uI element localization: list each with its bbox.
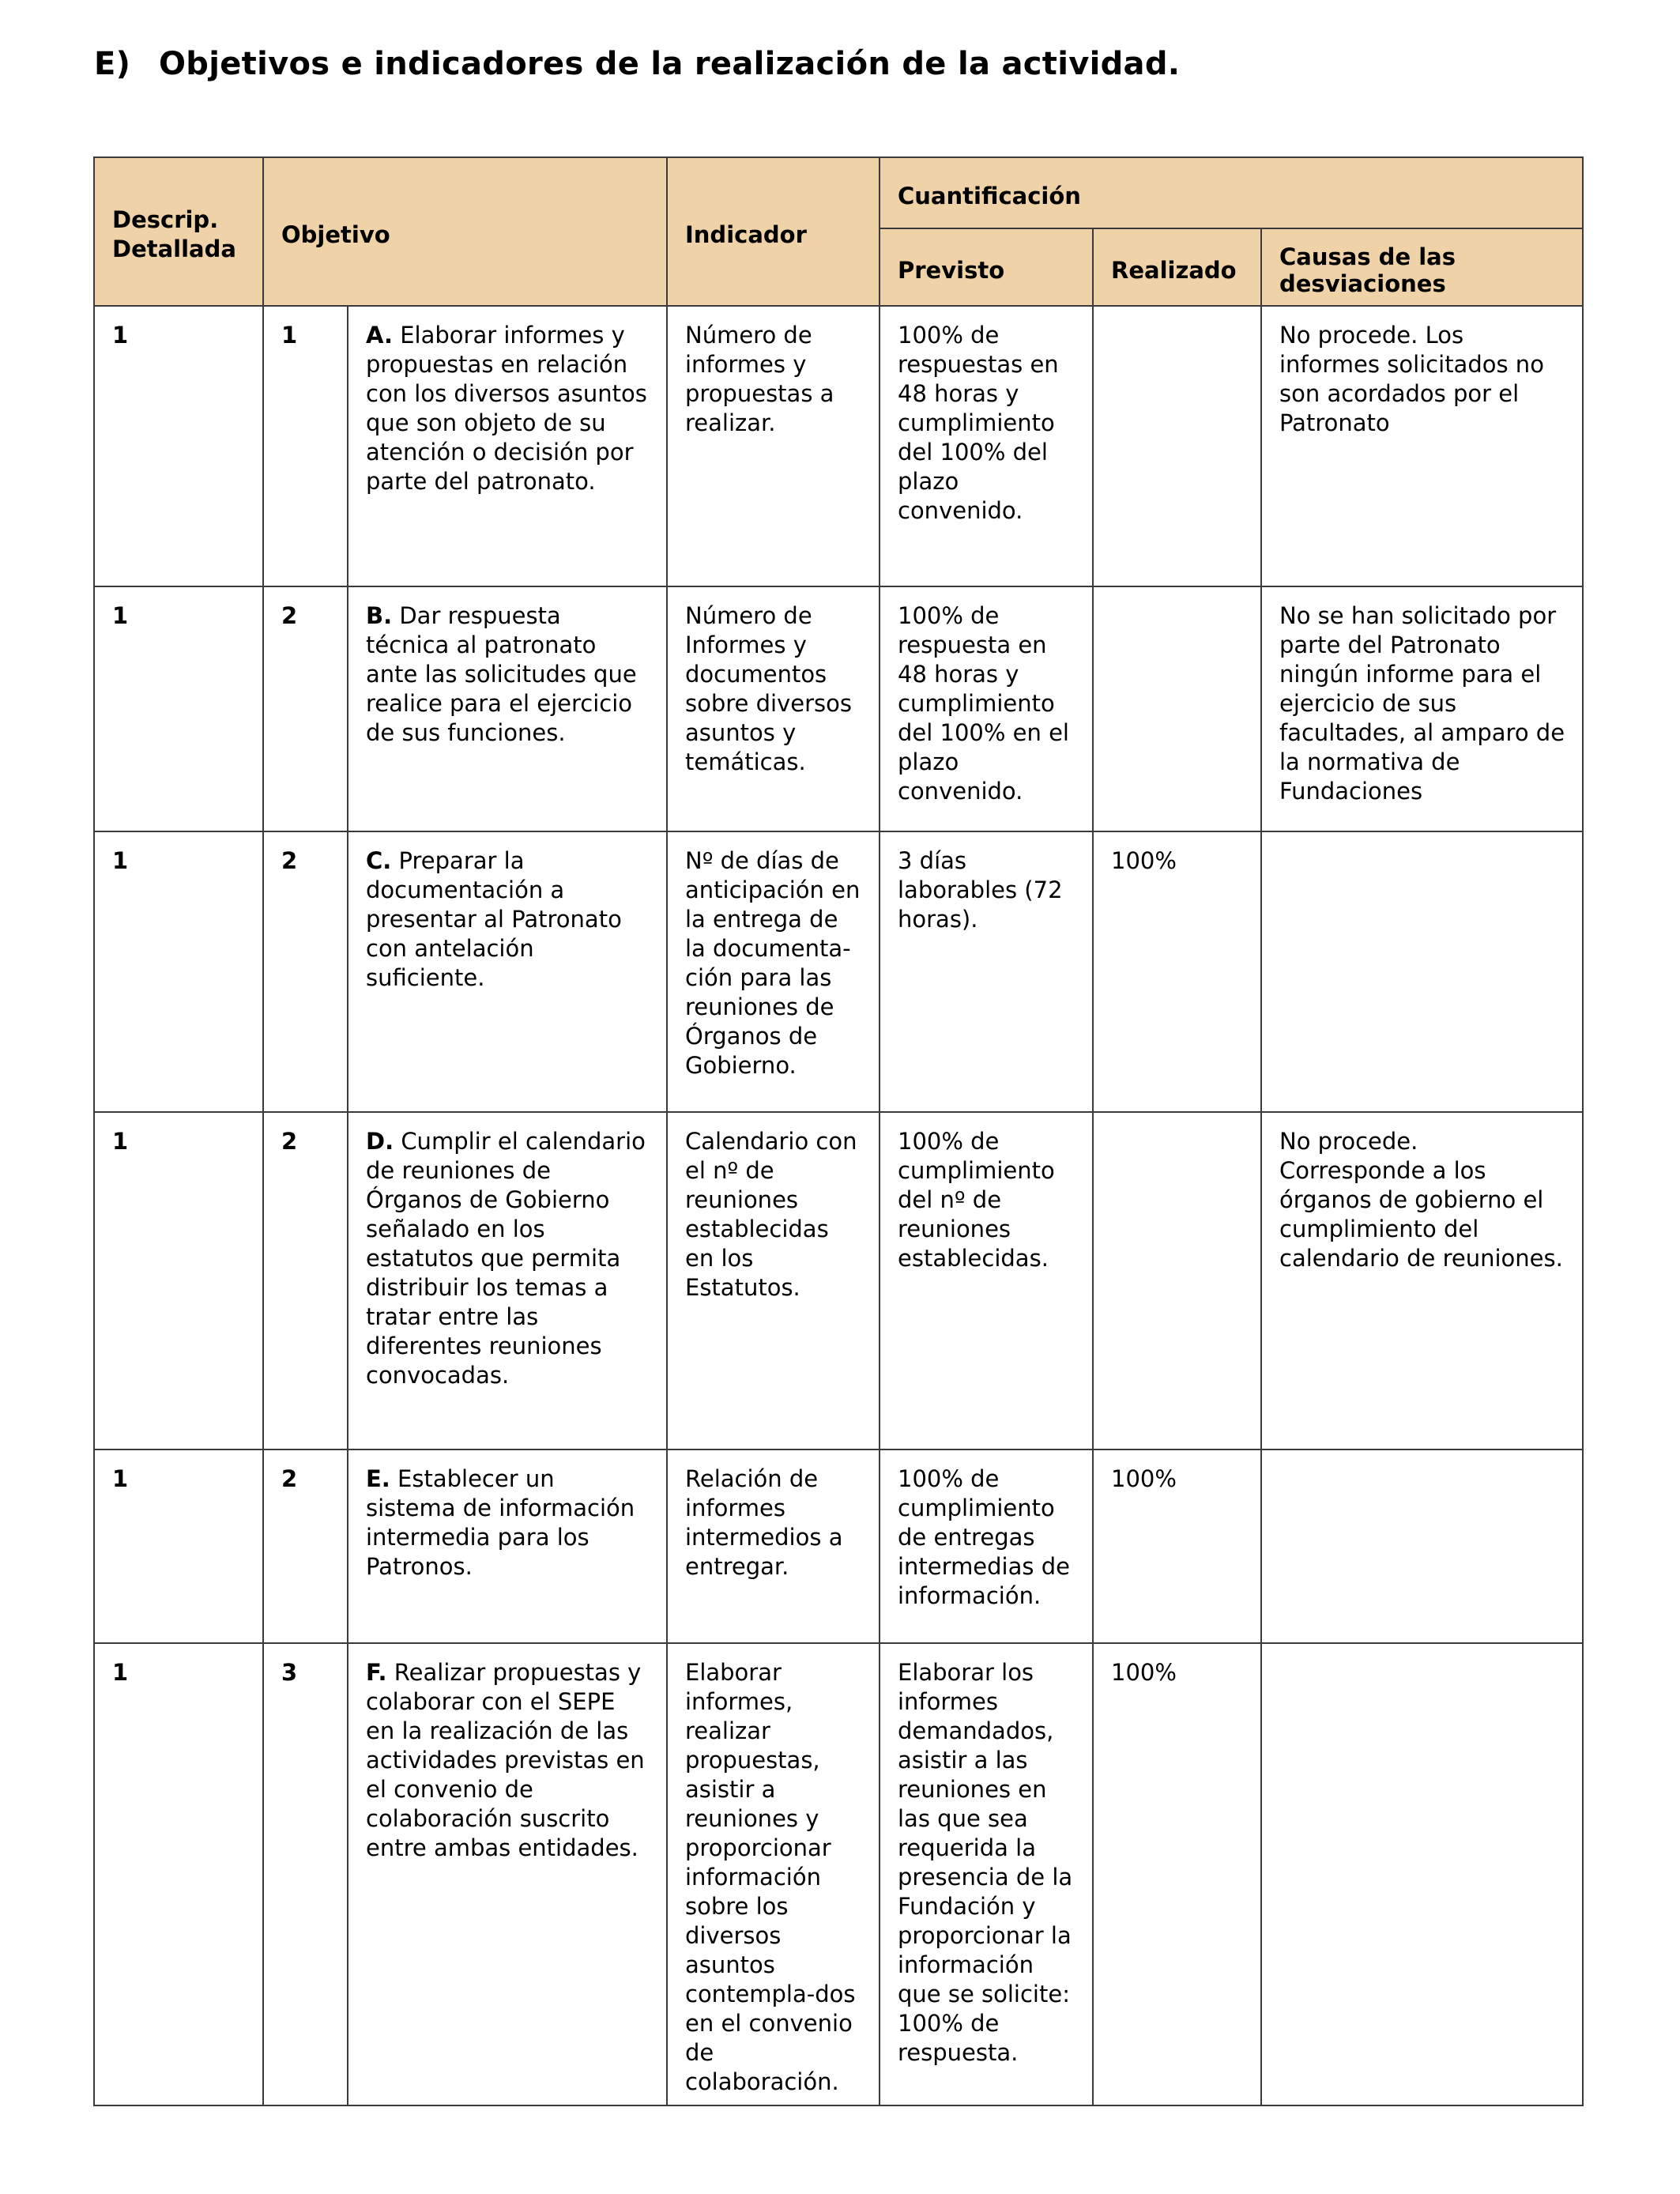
objective-letter: E. xyxy=(366,1465,390,1492)
cell-causas: No se han solicitado por parte del Patronato ningún informe para el ejercicio de sus facultades, al amparo de la normativa de Fundaciones xyxy=(1261,586,1583,831)
table-row xyxy=(94,1112,1583,1449)
table-row xyxy=(94,586,1583,831)
cell-num: 3 xyxy=(263,1643,348,2105)
cell-indicador: Elaborar informes, realizar propuestas, asistir a reuniones y proporcionar información sobre los diversos asuntos contempla-dos en el convenio de colaboración. xyxy=(667,1643,880,2105)
cell-previsto: Elaborar los informes demandados, asistir a las reuniones en las que sea requerida la presencia de la Fundación y proporcionar la información que se solicite: 100% de respuesta. xyxy=(880,1643,1093,2105)
cell-objetivo: C. Preparar la documentación a presentar al Patronato con antelación suficiente. xyxy=(348,831,667,1112)
cell-realizado xyxy=(1093,1112,1261,1449)
cell-previsto: 100% de cumplimiento de entregas intermedias de información. xyxy=(880,1449,1093,1643)
cell-indicador: Número de informes y propuestas a realizar. xyxy=(667,306,880,586)
cell-realizado: 100% xyxy=(1093,831,1261,1112)
cell-descrip: 1 xyxy=(94,1112,263,1449)
cell-objetivo: E. Establecer un sistema de información intermedia para los Patronos. xyxy=(348,1449,667,1643)
cell-realizado xyxy=(1093,306,1261,586)
header-causas-desviaciones: Causas de las desviaciones xyxy=(1261,228,1583,306)
section-title: Objetivos e indicadores de la realización de la actividad. xyxy=(159,46,1181,82)
cell-previsto: 100% de respuesta en 48 horas y cumplimiento del 100% en el plazo convenido. xyxy=(880,586,1093,831)
objective-letter: D. xyxy=(366,1128,394,1155)
objective-letter: A. xyxy=(366,322,393,349)
header-realizado: Realizado xyxy=(1093,228,1261,306)
cell-indicador: Calendario con el nº de reuniones establecidas en los Estatutos. xyxy=(667,1112,880,1449)
cell-previsto: 100% de cumplimiento del nº de reuniones establecidas. xyxy=(880,1112,1093,1449)
header-descrip-detallada: Descrip. Detallada xyxy=(94,157,263,306)
cell-num: 2 xyxy=(263,1112,348,1449)
header-previsto: Previsto xyxy=(880,228,1093,306)
cell-realizado: 100% xyxy=(1093,1643,1261,2105)
cell-previsto: 100% de respuestas en 48 horas y cumplimiento del 100% del plazo convenido. xyxy=(880,306,1093,586)
cell-objetivo: A. Elaborar informes y propuestas en relación con los diversos asuntos que son objeto de su atención o decisión por parte del patronato. xyxy=(348,306,667,586)
cell-causas xyxy=(1261,1643,1583,2105)
objective-letter: C. xyxy=(366,847,392,874)
table-row xyxy=(94,306,1583,586)
header-objetivo: Objetivo xyxy=(263,157,667,306)
objective-letter: B. xyxy=(366,602,393,629)
cell-objetivo: D. Cumplir el calendario de reuniones de Órganos de Gobierno señalado en los estatutos que permita distribuir los temas a tratar entre las diferentes reuniones convocadas. xyxy=(348,1112,667,1449)
cell-causas xyxy=(1261,831,1583,1112)
section-heading xyxy=(94,46,1180,82)
cell-causas: No procede. Los informes solicitados no son acordados por el Patronato xyxy=(1261,306,1583,586)
cell-descrip: 1 xyxy=(94,306,263,586)
cell-descrip: 1 xyxy=(94,1643,263,2105)
objective-letter: F. xyxy=(366,1659,387,1686)
cell-num: 2 xyxy=(263,586,348,831)
cell-realizado: 100% xyxy=(1093,1449,1261,1643)
cell-num: 1 xyxy=(263,306,348,586)
cell-indicador: Nº de días de anticipación en la entrega de la documenta-ción para las reuniones de Órganos de Gobierno. xyxy=(667,831,880,1112)
objectives-table xyxy=(93,156,1584,2106)
cell-causas xyxy=(1261,1449,1583,1643)
cell-causas: No procede. Corresponde a los órganos de gobierno el cumplimiento del calendario de reuniones. xyxy=(1261,1112,1583,1449)
table-row xyxy=(94,1449,1583,1643)
cell-descrip: 1 xyxy=(94,586,263,831)
cell-realizado xyxy=(1093,586,1261,831)
table-row xyxy=(94,1643,1583,2105)
cell-descrip: 1 xyxy=(94,1449,263,1643)
cell-indicador: Relación de informes intermedios a entregar. xyxy=(667,1449,880,1643)
cell-num: 2 xyxy=(263,1449,348,1643)
cell-objetivo: F. Realizar propuestas y colaborar con el SEPE en la realización de las actividades previstas en el convenio de colaboración suscrito entre ambas entidades. xyxy=(348,1643,667,2105)
cell-objetivo: B. Dar respuesta técnica al patronato ante las solicitudes que realice para el ejercicio de sus funciones. xyxy=(348,586,667,831)
cell-previsto: 3 días laborables (72 horas). xyxy=(880,831,1093,1112)
cell-descrip: 1 xyxy=(94,831,263,1112)
header-indicador: Indicador xyxy=(667,157,880,306)
cell-num: 2 xyxy=(263,831,348,1112)
table-row xyxy=(94,831,1583,1112)
cell-indicador: Número de Informes y documentos sobre diversos asuntos y temáticas. xyxy=(667,586,880,831)
header-cuantificacion: Cuantificación xyxy=(880,157,1583,228)
section-letter: E) xyxy=(94,46,131,82)
